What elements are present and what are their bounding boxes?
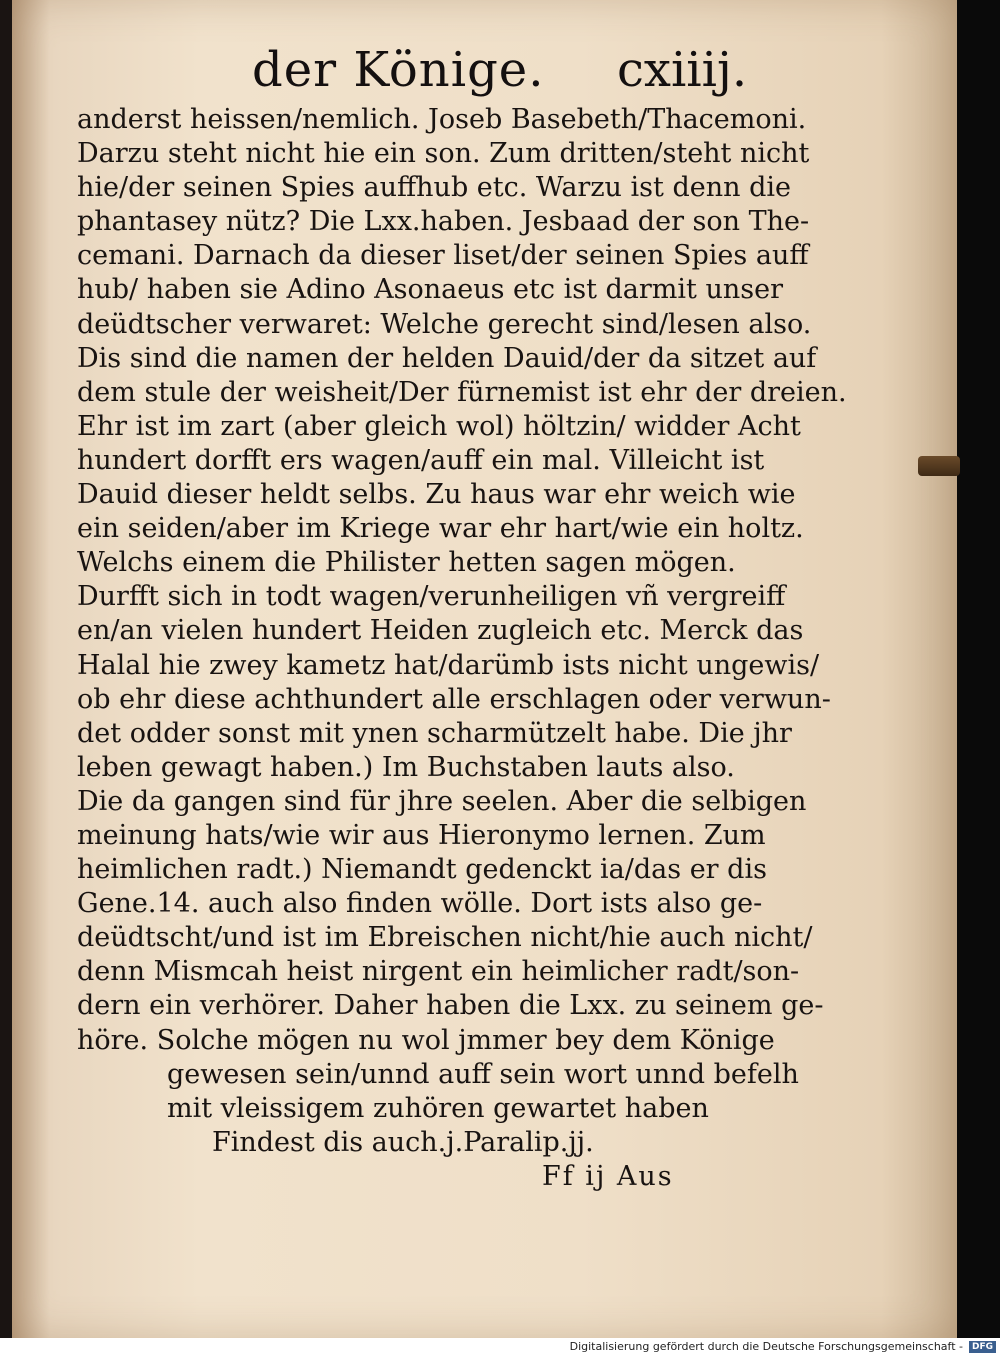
folio-number: cxiiij. — [617, 42, 748, 98]
text-line: Dis sind die namen der helden Dauid/der da sitzet auf — [77, 342, 817, 374]
text-line: denn Mismcah heist nirgent ein heimlicher radt/son- — [77, 956, 800, 988]
text-line: en/an vielen hundert Heiden zugleich etc. Merck das — [77, 615, 804, 647]
text-line: Dauid dieser heldt selbs. Zu haus war ehr weich wie — [77, 479, 796, 511]
page-header — [252, 42, 748, 102]
catchword-signature: Ff ij Aus — [542, 1160, 674, 1192]
text-line: ein seiden/aber im Kriege war ehr hart/wie ein holtz. — [77, 513, 804, 545]
footer-credit-bar — [0, 1338, 1000, 1355]
text-line: hundert dorfft ers wagen/auff ein mal. Villeicht ist — [77, 444, 765, 476]
text-line: phantasey nütz? Die Lxx.haben. Jesbaad der son The- — [77, 206, 810, 238]
text-line: dern ein verhörer. Daher haben die Lxx. zu seinem ge- — [77, 990, 824, 1022]
text-line: Findest dis auch.j.Paralip.jj. — [212, 1126, 594, 1158]
book-page — [12, 0, 957, 1338]
text-line: mit vleissigem zuhören gewartet haben — [167, 1092, 709, 1124]
text-line: heimlichen radt.) Niemandt gedenckt ia/das er dis — [77, 854, 767, 886]
text-line: Gene.14. auch also finden wölle. Dort ists also ge- — [77, 888, 763, 920]
text-line: Darzu steht nicht hie ein son. Zum dritten/steht nicht — [77, 138, 810, 170]
text-line: det odder sonst mit ynen scharmützelt habe. Die jhr — [77, 717, 792, 749]
text-line: hub/ haben sie Adino Asonaeus etc ist darmit unser — [77, 274, 783, 306]
text-line: deüdtscher verwaret: Welche gerecht sind/lesen also. — [77, 308, 812, 340]
text-line: dem stule der weisheit/Der fürnemist ist ehr der dreien. — [77, 376, 847, 408]
text-line: cemani. Darnach da dieser liset/der seinen Spies auff — [77, 240, 809, 272]
dfg-logo-icon[interactable]: DFG — [969, 1341, 996, 1353]
text-line: ob ehr diese achthundert alle erschlagen oder verwun- — [77, 683, 831, 715]
text-line: höre. Solche mögen nu wol jmmer bey dem Könige — [77, 1024, 775, 1056]
running-head: der Könige. — [252, 42, 545, 98]
text-line: gewesen sein/unnd auff sein wort unnd befelh — [167, 1058, 799, 1090]
text-line: hie/der seinen Spies auffhub etc. Warzu ist denn die — [77, 172, 791, 204]
text-line: Die da gangen sind für jhre seelen. Aber die selbigen — [77, 785, 807, 817]
text-line: meinung hats/wie wir aus Hieronymo lernen. Zum — [77, 819, 766, 851]
text-line: leben gewagt haben.) Im Buchstaben lauts also. — [77, 751, 735, 783]
body-text-block — [77, 103, 847, 1194]
text-line: Halal hie zwey kametz hat/darümb ists nicht ungewis/ — [77, 649, 820, 681]
text-line: deüdtscht/und ist im Ebreischen nicht/hie auch nicht/ — [77, 922, 813, 954]
scan-background-edge — [957, 0, 1000, 1338]
text-line: Ehr ist im zart (aber gleich wol) höltzin/ widder Acht — [77, 410, 801, 442]
text-line: Welchs einem die Philister hetten sagen mögen. — [77, 547, 736, 579]
text-line: Durfft sich in todt wagen/verunheiligen vñ vergreiff — [77, 581, 786, 613]
funding-credit: Digitalisierung gefördert durch die Deutsche Forschungsgemeinschaft - — [569, 1340, 963, 1353]
text-line: anderst heissen/nemlich. Joseb Basebeth/Thacemoni. — [77, 104, 807, 135]
page-tab-marker — [918, 456, 960, 476]
binding-edge — [0, 0, 12, 1338]
